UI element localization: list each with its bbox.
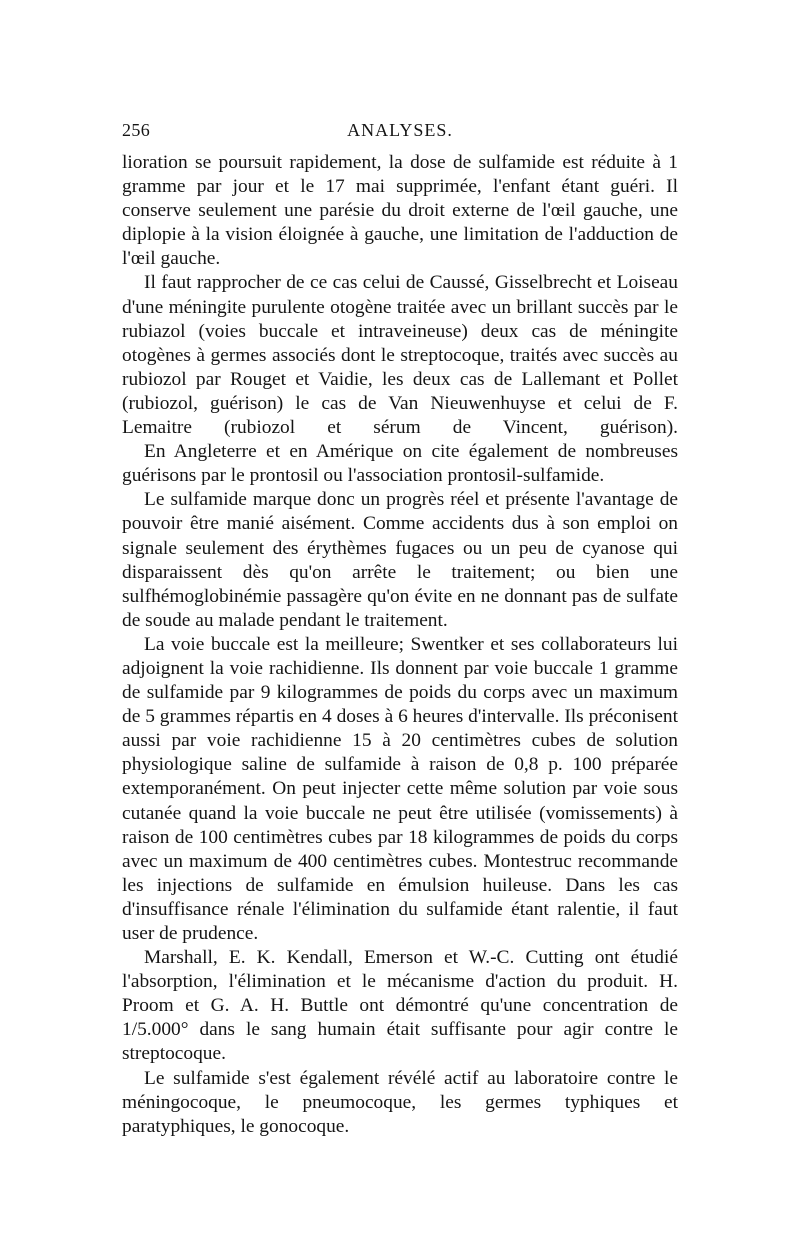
paragraph: Le sulfamide marque donc un progrès réel et présente l'avantage de pouvoir être manié aisément. Comme accidents dus à son emploi on signale seulement des érythèmes fugaces ou un peu de cyanose qui disparaissent dès qu'on arrête le traitement; ou bien une sulfhémoglobinémie passagère qu'on évite en ne donnant pas de sulfate de soude au malade pendant le traitement. (122, 489, 678, 631)
paragraph: La voie buccale est la meilleure; Swentker et ses collaborateurs lui adjoignent la voie rachidienne. Ils donnent par voie buccale 1 gramme de sulfamide par 9 kilogrammes de poids du corps avec un maximum de 5 grammes répartis en 4 doses à 6 heures d'intervalle. Ils préconisent aussi par voie rachidienne 15 à 20 centimètres cubes de solution physiologique saline de sulfamide à raison de 0,8 p. 100 préparée extemporanément. On peut injecter cette même solution par voie sous cutanée quand la voie buccale ne peut être utilisée (vomissements) à raison de 100 centimètres cubes par 18 kilogrammes de poids du corps avec un maximum de 400 centimètres cubes. Montestruc recommande les injections de sulfamide en émulsion huileuse. Dans les cas d'insuffisance rénale l'élimination du sulfamide étant ralentie, il faut user de prudence. (122, 633, 678, 944)
page-header (122, 120, 678, 144)
paragraph: Marshall, E. K. Kendall, Emerson et W.-C. Cutting ont étudié l'absorption, l'élimination et le mécanisme d'action du produit. H. Proom et G. A. H. Buttle ont démontré qu'une concentration de 1/5.000° dans le sang humain était suffisante pour agir contre le streptocoque. (122, 947, 678, 1065)
paragraph: En Angleterre et en Amérique on cite également de nombreuses guérisons par le prontosil ou l'association prontosil-sulfamide. (122, 441, 678, 487)
paragraph-continuation: lioration se poursuit rapidement, la dose de sulfamide est réduite à 1 gramme par jour et le 17 mai supprimée, l'enfant étant guéri. Il conserve seulement une parésie du droit externe de l'œil gauche, une diplopie à la vision éloignée à gauche, une limitation de l'adduction de l'œil gauche. (122, 152, 678, 270)
page-number: 256 (122, 120, 151, 140)
running-head: ANALYSES. (347, 120, 453, 140)
paragraph: Le sulfamide s'est également révélé actif au laboratoire contre le méningocoque, le pneumocoque, les germes typhiques et paratyphiques, le gonocoque. (122, 1067, 678, 1137)
paragraph: Il faut rapprocher de ce cas celui de Caussé, Gisselbrecht et Loiseau d'une méningite purulente otogène traitée avec un brillant succès par le rubiazol (voies buccale et intraveineuse) deux cas de méningite otogènes à germes associés dont le streptocoque, traités avec succès au rubiozol par Rouget et Vaidie, les deux cas de Lallemant et Pollet (rubiozol, guérison) le cas de Van Nieuwenhuyse et celui de F. Lemaitre (rubiozol et sérum de Vincent, guérison). (122, 272, 678, 439)
body-text (122, 151, 678, 1139)
